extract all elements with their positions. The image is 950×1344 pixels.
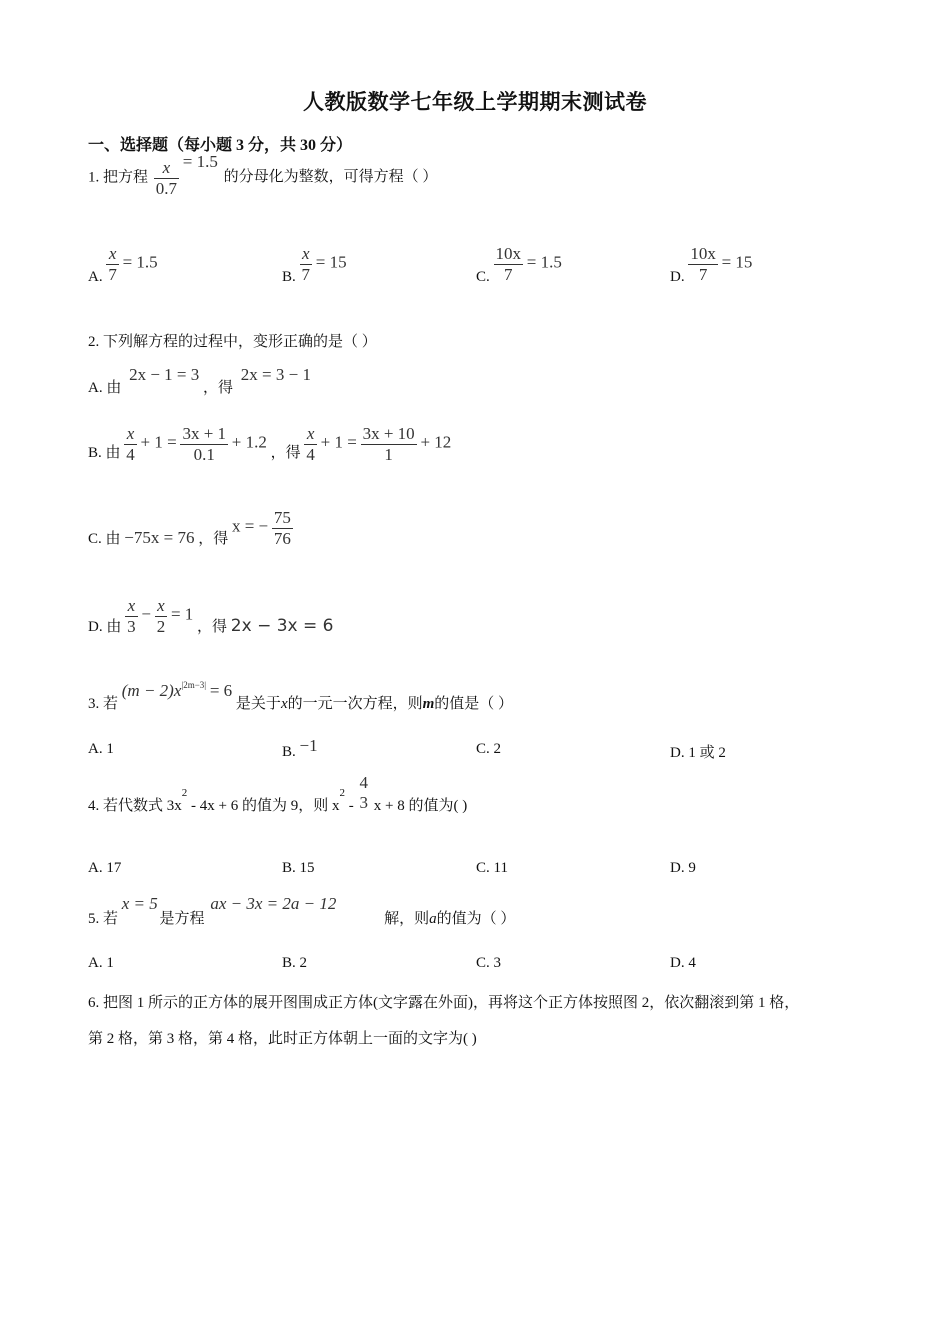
page-title: 人教版数学七年级上学期期末测试卷 — [303, 90, 647, 114]
section-heading: 一、选择题（每小题 3 分，共 30 分） — [88, 137, 353, 154]
q1-option-d[interactable]: D. $\frac{10x}{7}$ = 15 — [670, 244, 753, 286]
question-1 — [88, 152, 438, 198]
q4-option-d[interactable]: D. 9 — [670, 860, 696, 876]
q1-fraction: $\frac{x}{0.7}$ — [155, 158, 178, 198]
q2-option-a[interactable]: A. 由 2x − 1 = 3 ，得 2x = 3 − 1 — [88, 365, 311, 396]
q5-option-a[interactable]: A. 1 — [88, 955, 114, 971]
question-4: 4. 若代数式 $3x^2 - 4x + 6$ 的值为 9，则 $x^2$ - 4 3 x + 8 的值为( ) — [88, 773, 468, 814]
q3-option-d[interactable]: D. 1 或 2 — [670, 745, 726, 761]
q5-option-b[interactable]: B. 2 — [282, 955, 308, 971]
q4-option-c[interactable]: C. 11 — [476, 860, 508, 876]
q5-option-c[interactable]: C. 3 — [476, 955, 502, 971]
q2-option-d[interactable]: D. 由 $\frac{x}{3}$ − $\frac{x}{2}$ = 1 ，得 2x − 3x = 6 — [88, 596, 334, 637]
question-6-line-2: 第 2 格，第 3 格，第 4 格，此时正方体朝上一面的文字为( ) — [88, 1031, 477, 1047]
question-2: 2. 下列解方程的过程中，变形正确的是（ ） — [88, 334, 377, 350]
q4-fraction: 4 3 — [359, 773, 368, 812]
q2-option-c[interactable]: C. 由 −75x = 76 ，得 x = − $\frac{75}{76}$ — [88, 508, 291, 548]
q4-option-b[interactable]: B. 15 — [282, 860, 315, 876]
q3-option-a[interactable]: A. 1 — [88, 741, 114, 757]
q1-suffix: 的分母化为整数，可得方程（ ） — [223, 169, 438, 186]
q1-option-a[interactable]: A. $\frac{x}{7}$ = 1.5 — [88, 244, 158, 286]
question-6-line-1: 6. 把图 1 所示的正方体的展开图围成正方体(文字露在外面)，再将这个正方体按照图 2，依次翻滚到第 1 格， — [88, 995, 800, 1011]
q1-prefix: 1. 把方程 — [88, 169, 149, 186]
q4-option-a[interactable]: A. 17 — [88, 860, 122, 876]
q5-option-d[interactable]: D. 4 — [670, 955, 696, 971]
q2-option-b[interactable]: B. 由 $\frac{x}{4}$ + 1 = $\frac{3x + 1}{0.1}$ + 1.2 ，得 $\frac{x}{4}$ + 1 = $\frac{3x + 10}{1}$ + 12 — [88, 424, 452, 464]
question-3: 3. 若 $(m - 2)x^{|2m-3|} = 6$ 是关于x的一元一次方程，则m的值是（ ） — [88, 680, 514, 712]
q1-option-c[interactable]: C. $\frac{10x}{7}$ = 1.5 — [476, 244, 562, 286]
q3-option-c[interactable]: C. 2 — [476, 741, 502, 757]
q1-rhs: = 1.5 — [182, 152, 218, 172]
q1-option-b[interactable]: B. $\frac{x}{7}$ = 15 — [282, 244, 347, 286]
question-5: 5. 若 x = 5 是方程 ax − 3x = 2a − 12 解，则a的值为（ ） — [88, 894, 516, 927]
q3-option-b[interactable]: B. −1 — [282, 736, 318, 760]
